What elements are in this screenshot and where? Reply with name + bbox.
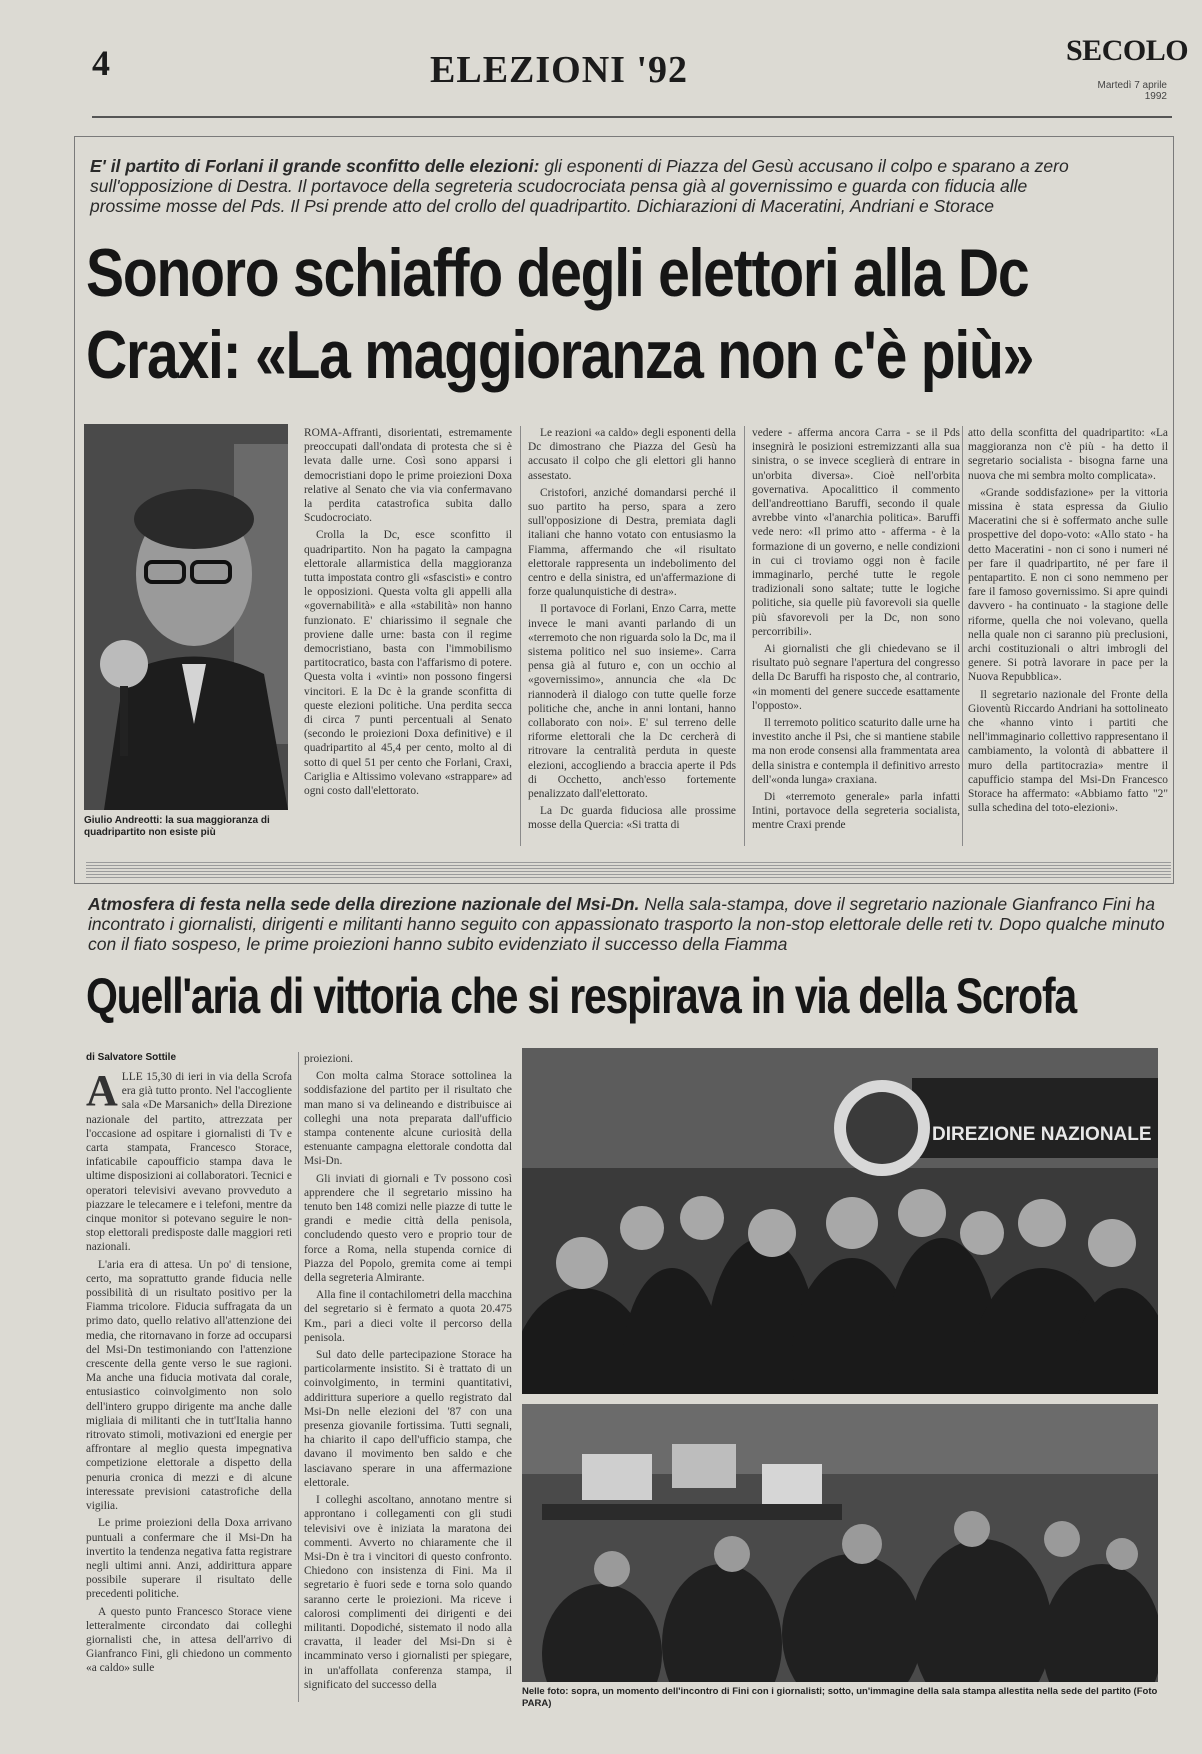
drop-cap: A	[86, 1070, 118, 1115]
section-title: ELEZIONI '92	[430, 49, 689, 91]
paragraph: I colleghi ascoltano, annotano mentre si approntano i collegamenti con gli studi televisivi ove è iniziata la maratona dei commenti. Avverto no chiaramente che il Msi-Dn è tra i vincitori di questo confronto. Chiedono con insistenza di Fini. Ma il segretario è fuori sede e torna solo quando saranno certe le proiezioni. Ma riceve i calorosi complimenti dei dirigenti e dei militanti. Dopodiché, sistemato il nodo alla cravatta, il leader del Msi-Dn si è incamminato verso i giornalisti per spiegare, in un'affollata conferenza stampa, il significato del successo della	[304, 1494, 512, 1691]
press-photos-caption: Nelle foto: sopra, un momento dell'incontro di Fini con i giornalisti; sotto, un'immagine della sala stampa allestita nella sede del partito (Foto PARA)	[522, 1686, 1158, 1709]
paragraph: «Grande soddisfazione» per la vittoria missina è stata espressa da Giulio Maceratini che si è soffermato anche sulle prospettive del dopo-voto: «Allo stato - ha detto Maceratini - non ci sono i numeri né per fare il quadripartito, né per fare il pentapartito. E non ci sono nemmeno per fare il famoso governissimo. Si apre quindi davvero - ha continuato - la stagione delle riforme, quella che noi volevano, quella nella quale non ci saranno più preclusioni, archi costituzionali o altri imbrogli del genere. Si potrà lavorare in pace per la Nuova Repubblica».	[968, 486, 1168, 684]
article-1-column-4	[968, 426, 1168, 848]
paragraph: proiezioni.	[304, 1053, 354, 1065]
article-2-headline: Quell'aria di vittoria che si respirava in via della Scrofa	[86, 968, 1076, 1024]
press-conference-illustration	[522, 1048, 1158, 1394]
issue-date: Martedì 7 aprile 1992	[1097, 80, 1167, 102]
article-1-column-1	[304, 426, 512, 848]
press-room-photo	[522, 1404, 1158, 1682]
paragraph: Le reazioni «a caldo» degli esponenti della Dc dimostrano che Piazza del Gesù ha accusato il colpo che gli elettori gli hanno assestato.	[528, 427, 736, 482]
article-1-lead	[90, 156, 1090, 216]
newspaper-masthead: SECOLO	[1066, 34, 1189, 67]
article-1-headline-2: Craxi: «La maggioranza non c'è più»	[86, 317, 1034, 393]
paragraph: A questo punto Francesco Storace viene letteralmente circondato dai colleghi giornalisti che, in attesa dell'arrivo di Gianfranco Fini, gli chiedono un commento «a caldo» sulle	[86, 1605, 292, 1675]
header-rule	[92, 116, 1172, 118]
article-2-lead	[88, 894, 1168, 954]
press-room-illustration	[522, 1404, 1158, 1682]
page-number: 4	[92, 43, 110, 83]
article-1-column-3	[752, 426, 960, 848]
article-2-lead-text: Nella sala-stampa, dove il segretario nazionale Gianfranco Fini ha incontrato i giornalisti, dirigenti e militanti hanno seguito con appassionato trasporto la non-stop elettorale delle reti tv. Dopo qualche minuto con il fiato sospeso, le prime proiezioni hanno subito evidenziato il successo della Fiamma	[88, 894, 1165, 954]
paragraph: vedere - afferma ancora Carra - se il Pds insegnirà le posizioni estremizzanti alla sua sinistra, o se invece sceglierà di entrare in un'orbita diversa». Cioè nell'orbita governativa. Apocalittico il commento dell'andreottiano Baruffi, secondo il quale avrebbe vinto «l'anarchia politica». Baruffi vede nero: «Il primo atto - afferma - è la formazione di un governo, e nelle condizioni in cui ci troviamo oggi non è facile immaginarlo, perché tutte le regole tradizionali sono saltate; tutte le logiche politiche, sia quelle più favorevoli sia quelle più sfavorevoli per la Dc, non sono percorribili».	[752, 427, 960, 638]
paragraph: L'aria era di attesa. Un po' di tensione, certo, ma soprattutto grande fiducia nelle possibilità di un risultato positivo per la Fiamma tricolore. Fiducia suffragata da un primo dato, quello relativo all'attenzione dei media, che ritornavano in forze ad occuparsi del Msi-Dn testimoniando con l'attenzione crescente della gente verso le sue ragioni. Ma anche una fiducia motivata dal corale, entusiastico coinvolgimento non solo dell'intero gruppo dirigente ma anche dalle migliaia di militanti che in tutt'Italia hanno ritrovato stimoli, motivazioni ed energie per affrontare al meglio questa impegnativa competizione elettorale a dispetto della penuria cronica di mezzi e di alcune interessate previsioni catastrofiche della vigilia.	[86, 1258, 292, 1513]
andreotti-photo	[84, 424, 288, 810]
paragraph: Gli inviati di giornali e Tv possono così apprendere che il segretario missino ha tenuto ben 148 comizi nelle piazze di tutte le grandi e medie città della penisola, concludendo questo vero e proprio tour de force a Roma, nella stupenda cornice di Piazza del Popolo, gremita come ai tempi della segreteria Almirante.	[304, 1172, 512, 1285]
column-divider	[298, 1052, 299, 1702]
paragraph: Crolla la Dc, esce sconfitto il quadripartito. Non ha pagato la campagna elettorale allarmistica della maggioranza tutta impostata contro gli «sfascisti» e contro le opposizioni. Questa volta gli appelli alla «governabilità» e alla «stabilità» non hanno funzionato. E' chiarissimo il segnale che proviene dalle urne: basta con il regime democristiano, basta con l'immobilismo partitocratico, basta con l'affarismo di potere. Questa volta i «vinti» non possono fingersi vincitori. E la Dc è la grande sconfitta di queste elezioni politiche. Una perdita secca di circa 7 punti percentuali al Senato (secondo le proiezioni Doxa definitive) e il quadripartito al 45,4 per cento, molto al di sotto di quel 51 per cento che Forlani, Craxi, Cariglia e Altissimo volevano «strappare» ad ogni costo dall'elettorato.	[304, 529, 512, 798]
fini-press-photo	[522, 1048, 1158, 1394]
paragraph: LLE 15,30 di ieri in via della Scrofa era già tutto pronto. Nel l'accogliente sala «De Marsanich» della Direzione nazionale del partito, attrezzata per l'occasione ad ospitare i giornalisti di Tv e carta stampata, Francesco Storace, infaticabile capoufficio stampa dava le ultime disposizioni ai collaboratori. Tecnici e operatori televisivi avevano provveduto a piazzare le telecamere e i telefoni, mentre da cinque monitor si potevano seguire le non-stop elettorali predisposte dalle maggiori reti nazionali.	[86, 1071, 292, 1254]
article-1-headline-1: Sonoro schiaffo degli elettori alla Dc	[86, 235, 1029, 311]
column-divider	[520, 426, 521, 846]
paragraph: Il portavoce di Forlani, Enzo Carra, mette invece le mani avanti parlando di un «terremoto che non riguarda solo la Dc, ma il sistema politico nel suo insieme». Carra pensa già al futuro e, con un occhio al «governissimo», annuncia che «la Dc riannoderà il dialogo con tutte quelle forze politiche che, anche in anni lontani, hanno collaborato con noi». E' sul terreno delle riforme elettorali che la Dc cercherà di ritrovare la centralità perduta in queste elezioni, accogliendo a braccia aperte il Pds di Occhetto, anch'esso fortemente penalizzato dall'elettorato.	[528, 603, 736, 801]
article-1-column-2	[528, 426, 736, 848]
paragraph: Di «terremoto generale» parla infatti Intini, portavoce della segreteria socialista, mentre Craxi prende	[752, 791, 960, 832]
article-2-lead-bold: Atmosfera di festa nella sede della direzione nazionale del Msi-Dn.	[88, 894, 640, 914]
paragraph: Ai giornalisti che gli chiedevano se il risultato può segnare l'apertura del congresso della Dc Baruffi ha risposto che, al contrario, «in momenti del genere succede esattamente l'opposto».	[752, 643, 960, 712]
article-2-column-2	[304, 1052, 512, 1702]
andreotti-caption: Giulio Andreotti: la sua maggioranza di quadripartito non esiste più	[84, 815, 270, 838]
paragraph: La Dc guarda fiduciosa alle prossime mosse della Quercia: «Si tratta di	[528, 805, 736, 832]
andreotti-portrait-illustration	[84, 424, 288, 810]
paragraph: Il segretario nazionale del Fronte della Gioventù Riccardo Andriani ha sottolineato che «hanno vinto i partiti che nell'immaginario collettivo rappresentano il cambiamento, la volontà di abbattere il muro della partitocrazia» mentre il capufficio stampa del Msi-Dn Francesco Storace ha affermato: «Abbiamo fatto "2" sulla schedina del toto-elezioni».	[968, 688, 1168, 815]
article-1-lead-bold: E' il partito di Forlani il grande sconfitto delle elezioni:	[90, 156, 540, 176]
byline: di Salvatore Sottile	[86, 1052, 177, 1063]
paragraph: Il terremoto politico scaturito dalle urne ha investito anche il Psi, che si mantiene stabile ma non erode consensi alla frammentata area della sinistra e contempla il definitivo arresto dell'«onda lunga» craxiana.	[752, 717, 960, 786]
article-1-lead-text: gli esponenti di Piazza del Gesù accusano il colpo e sparano a zero sull'opposizione di Destra. Il portavoce della segreteria scudocrociata pensa già al governissimo e guarda con fiducia alle prossime mosse del Pds. Il Psi prende atto del crollo del quadripartito. Dichiarazioni di Maceratini, Andriani e Storace	[90, 156, 1069, 216]
column-divider	[744, 426, 745, 846]
section-separator-band	[86, 860, 1171, 878]
article-2-column-1	[86, 1070, 292, 1702]
paragraph: Le prime proiezioni della Doxa arrivano puntuali a confermare che il Msi-Dn ha invertito la tendenza negativa fatta registrare negli ultimi anni. Anzi, addirittura appare possibile superare il risultato delle precedenti politiche.	[86, 1517, 292, 1601]
paragraph: Alla fine il contachilometri della macchina del segretario si è fermato a quota 20.475 Km., pari a dieci volte il percorso della penisola.	[304, 1289, 512, 1344]
paragraph: Sul dato delle partecipazione Storace ha particolarmente insistito. Si è trattato di un coinvolgimento, in termini quantitativi, addirittura superiore a quello registrato dal Msi-Dn nelle elezioni del '87 con una presenza giovanile fortissima. Tutti segnali, ha chiarito il capo dell'ufficio stampa, che davano il movimento ben saldo e che lasciavano sperare in una affermazione elettorale.	[304, 1349, 512, 1489]
paragraph: Con molta calma Storace sottolinea la soddisfazione del partito per il risultato che man mano si va delineando e distribuisce ai colleghi una nota preparata dall'ufficio stampa contenente alcune curiosità della estenuante campagna elettorale condotta dal Msi-Dn.	[304, 1070, 512, 1168]
paragraph: Cristofori, anziché domandarsi perché il suo partito ha perso, spara a zero sull'opposizione di Destra, premiata dagli italiani che hanno votato con entusiasmo la Fiamma, affermando che «il risultato elettorale rappresenta un indebolimento del centro e della sinistra, ed un'affermazione di forze qualunquistiche di destra».	[528, 486, 736, 599]
paragraph: ROMA-Affranti, disorientati, estremamente preoccupati dall'ondata di protesta che si è levata dalle urne. Così sono apparsi i democristiani dopo le prime proiezioni Doxa relative al Senato che via via confermavano la perdita catastrofica subita dallo Scudocrociato.	[304, 427, 512, 525]
column-divider	[962, 426, 963, 846]
banner-text: DIREZIONE NAZIONALE	[932, 1124, 1152, 1145]
paragraph: atto della sconfitta del quadripartito: «La maggioranza non c'è più - ha detto il segretario socialista - bisogna farne una nuova che mi sembra molto complicata».	[968, 427, 1168, 482]
